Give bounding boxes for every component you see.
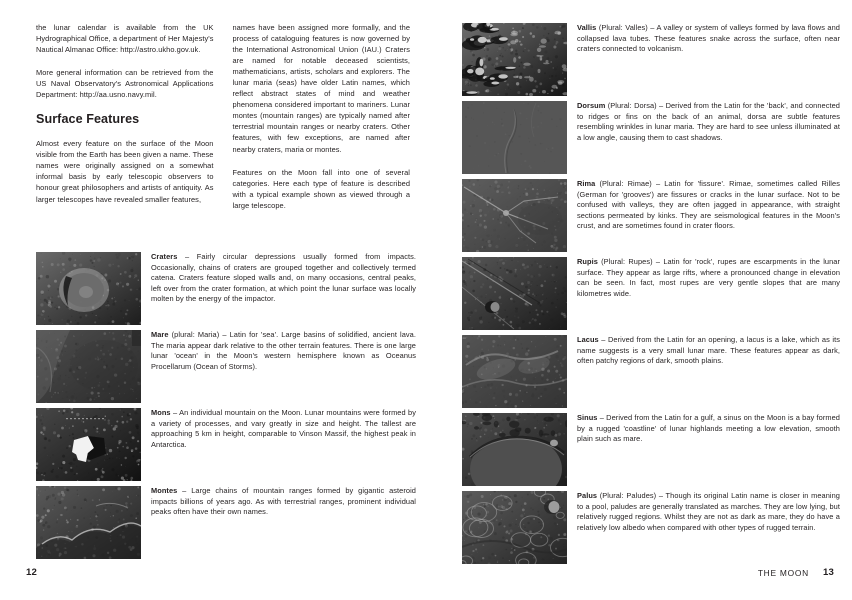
feature-qualifier: (Plural: Dorsa) — [605, 101, 657, 110]
feature-row — [36, 408, 416, 486]
montes-thumbnail — [36, 486, 141, 559]
feature-body: – Though its original Latin name is closer in meaning to a pool, paludes are generally translated as marches. They are low lying, but relatively rugged regions. Whilst they are not as dark as mare, they do have a relatively low albedo when compared with other types of rugged terrain. — [577, 491, 840, 532]
feature-term: Sinus — [577, 413, 598, 422]
sinus-thumbnail — [462, 413, 567, 486]
feature-row — [462, 101, 842, 179]
feature-qualifier: (Plural: Rimae) — [595, 179, 652, 188]
feature-list-right — [462, 23, 842, 569]
palus-thumbnail — [462, 491, 567, 564]
intro-column-2 — [233, 22, 411, 211]
rupis-thumbnail — [462, 257, 567, 330]
section-heading: Surface Features — [36, 112, 140, 127]
paragraph: Almost every feature on the surface of the Moon visible from the Earth has been given a name. These names were originally assigned on a somewhat informal basis by early telescopic observers to honour great philosophers and artists of antiquity. As larger telescopes have revealed smaller features, — [36, 139, 214, 204]
right-page — [426, 0, 852, 600]
mons-thumbnail — [36, 408, 141, 481]
feature-description — [577, 491, 840, 533]
paragraph: More general information can be retrieved from the US Naval Observatory's Astronomical Applications Department: http://aa.usno.navy.mil. — [36, 68, 214, 100]
feature-description — [577, 101, 840, 143]
feature-qualifier: (plural: Maria) — [168, 330, 220, 339]
feature-row — [462, 413, 842, 491]
feature-row — [462, 23, 842, 101]
feature-description — [151, 408, 416, 450]
feature-description — [577, 257, 840, 299]
intro-columns — [36, 22, 410, 211]
running-head: THE MOON — [757, 568, 809, 578]
feature-term: Rupis — [577, 257, 598, 266]
feature-description — [577, 179, 840, 232]
feature-qualifier: (Plural: Paludes) — [597, 491, 657, 500]
feature-description — [151, 252, 416, 305]
feature-row — [36, 252, 416, 330]
paragraph: the lunar calendar is available from the UK Hydrographical Office, a department of Her Majesty's Nautical Almanac Office: http://astro.ukho.gov.uk. — [36, 23, 214, 55]
feature-term: Rima — [577, 179, 596, 188]
crater-thumbnail — [36, 252, 141, 325]
feature-term: Dorsum — [577, 101, 606, 110]
feature-term: Montes — [151, 486, 178, 495]
feature-body: – Derived from the Latin for the 'back', and connected to ridges or fins on the back of an animal, dorsa are subtle features resembling wrinkles in lunar maria. They are hard to see unless illuminated at a low angle, causing them to cast shadows. — [577, 101, 840, 142]
feature-qualifier: (Plural: Valles) — [596, 23, 648, 32]
mare-thumbnail — [36, 330, 141, 403]
feature-body: – Fairly circular depressions usually formed from impacts. Occasionally, chains of craters are grouped together and collectively termed catena. Craters feature sloped walls and, on many occasions, central peaks, left over from the crater formation, at which point the lunar surface was locally molten by the energy of the impactor. — [151, 252, 416, 304]
feature-description — [151, 330, 416, 372]
feature-row — [462, 491, 842, 569]
intro-column-1 — [36, 22, 214, 211]
paragraph: Features on the Moon fall into one of several categories. Here each type of feature is described with a typical example shown as viewed through a large telescope. — [232, 167, 410, 210]
lacus-thumbnail — [462, 335, 567, 408]
feature-description — [577, 335, 840, 367]
feature-body: – Latin for 'sea'. Large basins of solidified, ancient lava. The maria appear dark relative to the other terrain features. There is one large lunar 'ocean' in the Moon's western hemisphere known as Oceanus Procellarum (Ocean of Storms). — [151, 330, 416, 371]
feature-row — [462, 335, 842, 413]
feature-row — [462, 179, 842, 257]
feature-term: Mons — [151, 408, 171, 417]
feature-term: Lacus — [577, 335, 599, 344]
feature-body: – A valley or system of valleys formed by lava flows and collapsed lava tubes. These features snake across the surface, often near craters connected to volcanism. — [577, 23, 840, 54]
dorsum-thumbnail — [462, 101, 567, 174]
feature-body: – Large chains of mountain ranges formed by gigantic asteroid impacts billions of years ago. As with terrestrial ranges, prominent individual peaks often have their own names. — [151, 486, 416, 517]
feature-row — [36, 486, 416, 564]
feature-body: – Derived from the Latin for a gulf, a sinus on the Moon is a bay formed by a rugged 'coastline' of lunar highlands meeting a low elevation, smooth plain such as mare. — [577, 413, 840, 444]
page-number-left: 12 — [26, 567, 38, 578]
rima-thumbnail — [462, 179, 567, 252]
feature-description — [577, 23, 840, 55]
feature-term: Mare — [151, 330, 169, 339]
feature-body: – Latin for 'rock', rupes are escarpments in the lunar surface. They appear as large rifts, where a pronounced change in elevation can be seen. In fact, most rupes are very gentle slopes that are many kilometres wide. — [577, 257, 840, 298]
feature-term: Palus — [577, 491, 598, 500]
paragraph: names have been assigned more formally, and the process of cataloguing features is now governed by the International Astronomical Union (IAU.) Craters are named for notable deceased scientists, mathematicians, artists, scholars and explorers. The lunar maria (seas) have older Latin names, which reflect abstract states of mind and weather phenomena considered important to mariners. Lunar montes (mountain ranges) are typically named after terrestrial mountain ranges or nearby craters. Other features, with few exceptions, are named after nearby craters, maria or montes. — [232, 23, 410, 154]
feature-description — [151, 486, 416, 518]
feature-body: – Latin for 'fissure'. Rimae, sometimes called Rilles (German for 'grooves') are fissures or cracks in the lunar surface. Not to be confused with valleys, they are often jagged in appearance, with straight sections permeated by kinks. They are seismological features in the Moon's crust, and are sometimes found in crater floors. — [577, 179, 840, 231]
feature-list-left — [36, 252, 416, 564]
page-number-right: 13 — [822, 567, 834, 578]
feature-row — [462, 257, 842, 335]
feature-row — [36, 330, 416, 408]
feature-description — [577, 413, 840, 445]
feature-body: – Derived from the Latin for an opening, a lacus is a lake, which as its name suggests is a very small lunar mare. These features appear as dark, often patchy regions of dark, smooth plains. — [577, 335, 840, 366]
feature-term: Craters — [151, 252, 178, 261]
feature-qualifier: (Plural: Rupes) — [597, 257, 653, 266]
feature-body: – An individual mountain on the Moon. Lunar mountains were formed by a variety of processes, and vary greatly in size and height. The tallest are approaching 5 km in height, comparable to Vinson Massif, the highest peak in Antarctica. — [151, 408, 416, 449]
vallis-thumbnail — [462, 23, 567, 96]
feature-term: Vallis — [577, 23, 597, 32]
